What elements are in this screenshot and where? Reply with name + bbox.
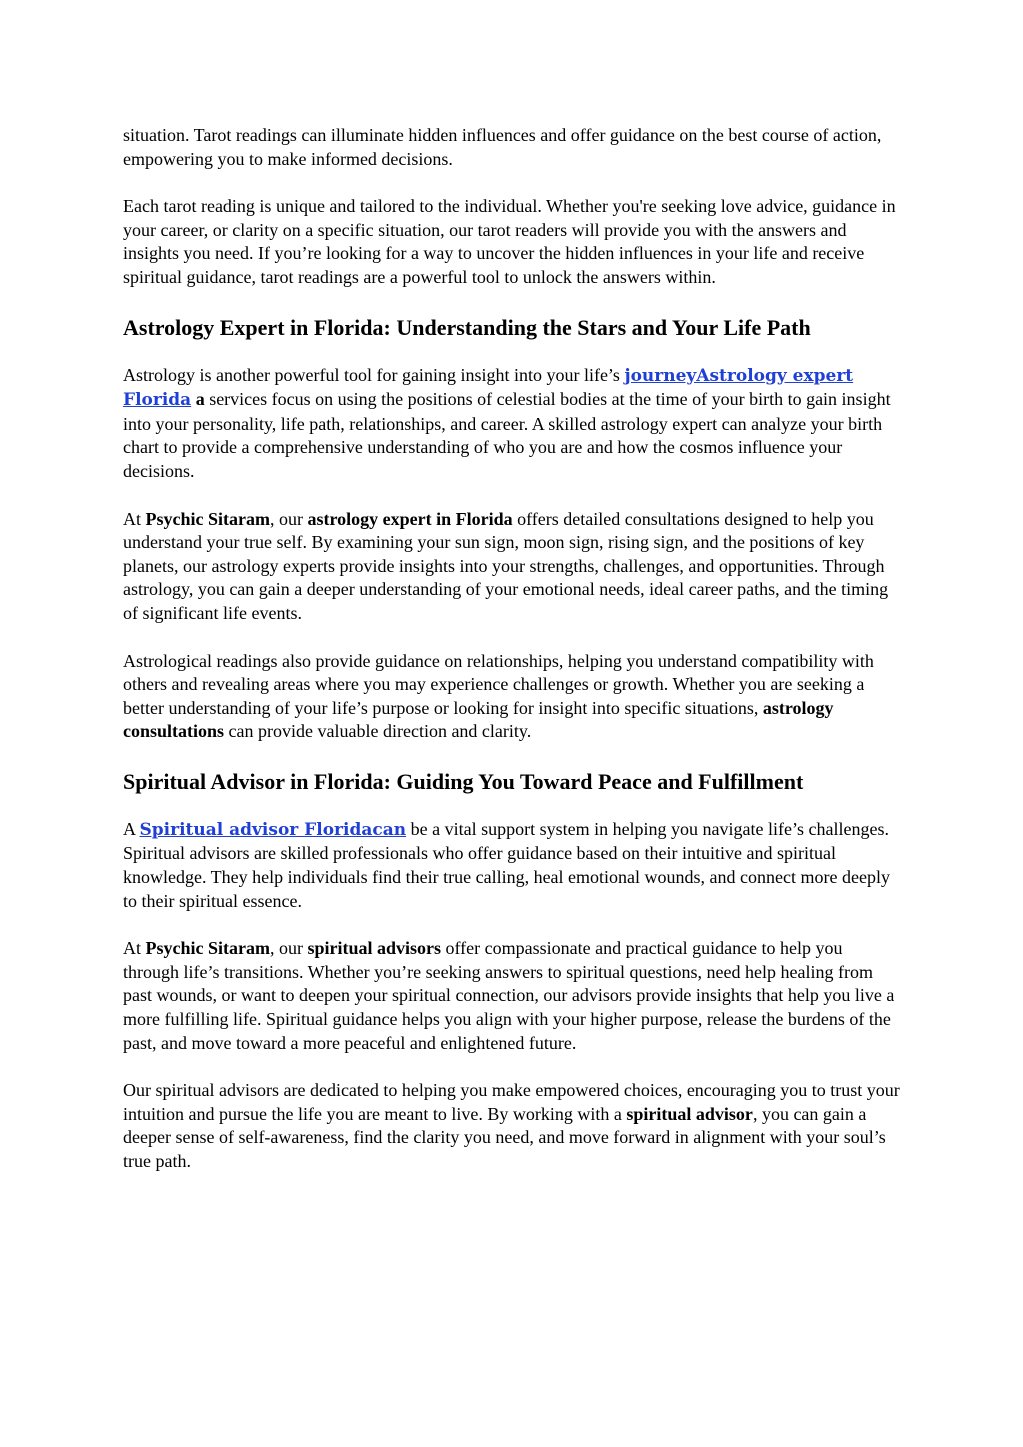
text-segment: Astrological readings also provide guidance on relationships, helping you understand compatibility with others and revealing areas where you may experience challenges or growth. Whether you are seeking a better understanding of your life’s purpose or looking for insight into specific situations,	[123, 650, 874, 718]
paragraph-tarot-unique: Each tarot reading is unique and tailored to the individual. Whether you're seeking love advice, guidance in your career, or clarity on a specific situation, our tarot readers will provide you with the answers and insights you need. If you’re looking for a way to uncover the hidden influences in your life and receive spiritual guidance, tarot readings are a powerful tool to unlock the answers within.	[123, 196, 896, 287]
paragraph-astrology-intro	[123, 364, 903, 484]
bold-text: a	[191, 389, 205, 410]
heading-astrology-expert: Astrology Expert in Florida: Understanding the Stars and Your Life Path	[123, 314, 811, 340]
bold-text-psychic-sitaram: Psychic Sitaram	[145, 508, 270, 529]
paragraph-spiritual-guidance	[123, 937, 903, 1055]
text-segment: be a vital support system in helping you navigate life’s challenges. Spiritual advisors are skilled professionals who offer guidance based on their intuitive and spiritual knowledge. They help individuals find their true calling, heal emotional wounds, and connect more deeply to their spiritual essence.	[123, 818, 890, 911]
document-page	[123, 124, 903, 1198]
spiritual-advisor-florida-link[interactable]: Spiritual advisor Floridacan	[139, 819, 407, 840]
text-segment: At	[123, 508, 146, 529]
heading-spiritual-advisor: Spiritual Advisor in Florida: Guiding You Toward Peace and Fulfillment	[123, 768, 804, 794]
bold-text-psychic-sitaram: Psychic Sitaram	[145, 938, 270, 959]
text-segment: offer compassionate and practical guidance to help you through life’s transitions. Whether you’re seeking answers to spiritual questions, need help healing from past wounds, or want to deepen your spiritual connection, our advisors provide insights that help you live a more fulfilling life. Spiritual guidance helps you align with your higher purpose, release the burdens of the past, and move toward a more peaceful and enlightened future.	[123, 938, 895, 1053]
text-segment: At	[123, 938, 146, 959]
bold-text-spiritual-advisor: spiritual advisor	[626, 1103, 753, 1124]
bold-text-spiritual-advisors: spiritual advisors	[307, 938, 442, 959]
paragraph-spiritual-empowerment	[123, 1079, 903, 1173]
text-segment: , you can gain a deeper sense of self-awareness, find the clarity you need, and move forward in alignment with your soul’s true path.	[123, 1103, 886, 1171]
paragraph-astrology-consultations	[123, 508, 903, 626]
text-segment: Our spiritual advisors are dedicated to helping you make empowered choices, encouraging you to trust your intuition and pursue the life you are meant to live. By working with a	[123, 1080, 900, 1124]
bold-text-astrology-expert: astrology expert in Florida	[307, 508, 513, 529]
text-segment: services focus on using the positions of celestial bodies at the time of your birth to gain insight into your personality, life path, relationships, and career. A skilled astrology expert can analyze your birth chart to provide a comprehensive understanding of who you are and how the cosmos influence your decisions.	[123, 389, 891, 481]
paragraph-spiritual-intro	[123, 818, 903, 913]
text-segment: Astrology is another powerful tool for gaining insight into your life’s	[123, 364, 625, 385]
paragraph-astrological-readings	[123, 650, 903, 744]
text-segment: offers detailed consultations designed to help you understand your true self. By examining your sun sign, moon sign, rising sign, and the positions of key planets, our astrology experts provide insights into your strengths, challenges, and opportunities. Through astrology, you can gain a deeper understanding of your emotional needs, ideal career paths, and the timing of significant life events.	[123, 508, 889, 623]
paragraph-tarot-continuation: situation. Tarot readings can illuminate hidden influences and offer guidance on the best course of action, empowering you to make informed decisions.	[123, 125, 882, 169]
bold-text-astrology-consultations: astrology consultations	[123, 697, 834, 742]
astrology-expert-florida-link[interactable]: journeyAstrology expert Florida	[123, 365, 854, 411]
text-segment: , our	[269, 938, 308, 959]
text-segment: can provide valuable direction and clarity.	[224, 721, 532, 742]
text-segment: A	[123, 818, 140, 839]
text-segment: , our	[269, 508, 308, 529]
